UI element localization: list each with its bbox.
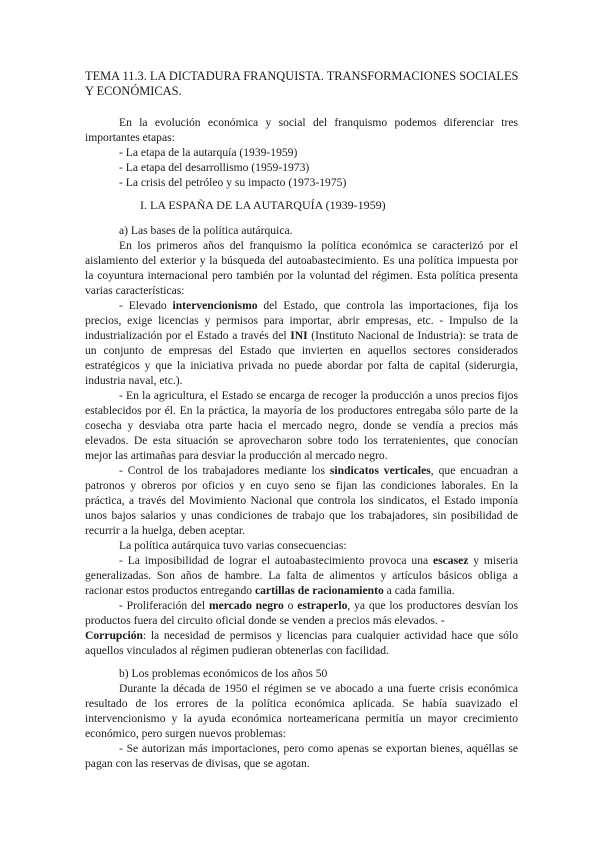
- stages-list: [85, 145, 518, 190]
- stage-item: - La etapa de la autarquía (1939-1959): [119, 146, 298, 159]
- paragraph-b1: Durante la década de 1950 el régimen se ve abocado a una fuerte crisis económica resultado de los errores de la política económica aplicada. Se había suavizado el intervencionismo y la ayuda económica norteamericana permitía un mayor crecimiento económico, pero surgen nuevos problemas:: [85, 682, 518, 740]
- stage-item: - La crisis del petróleo y su impacto (1973-1975): [119, 176, 347, 189]
- consequence-black-market: - Proliferación del mercado negro o estraperlo, ya que los productores desvían los productos fuera del circuito oficial donde se venden a precios más elevados. -: [85, 599, 518, 627]
- keyword-bold: estraperlo: [297, 599, 348, 612]
- keyword-bold: escasez: [432, 554, 469, 567]
- keyword-bold: Corrupción: [85, 629, 143, 642]
- subsection-a-heading: a) Las bases de la política autárquica.: [119, 224, 293, 237]
- keyword-bold: intervencionismo: [172, 299, 258, 312]
- keyword-bold: sindicatos verticales: [329, 464, 431, 477]
- consequence-corruption: Corrupción: la necesidad de permisos y licencias para cualquier actividad hace que sólo aquellos vinculados al régimen pudieran obtenerlas con facilidad.: [85, 629, 518, 657]
- consequences-intro: La política autárquica tuvo varias consecuencias:: [119, 539, 347, 552]
- keyword-bold: cartillas de racionamiento: [254, 584, 384, 597]
- document-body: [85, 115, 518, 771]
- characteristic-interventionism: - Elevado intervencionismo del Estado, que controla las importaciones, fija los precios, exige licencias y permisos para importar, abrir empresas, etc. - Impulso de la industrialización por el Estado a través del INI (Instituto Nacional de Industria): se trata de un conjunto de empresas del Estado que invierten en aquellos sectores considerados estratégicos y que la iniciativa privada no puede abordar por falta de capital (siderurgia, industria naval, etc.).: [85, 299, 518, 387]
- paragraph-a1: En los primeros años del franquismo la política económica se caracterizó por el aislamiento del exterior y la búsqueda del autoabastecimiento. Es una política impuesta por la coyuntura internacional pero también por la voluntad del régimen. Esta política presenta varias características:: [85, 239, 518, 297]
- paragraph-b-imports: - Se autorizan más importaciones, pero como apenas se exportan bienes, aquéllas se pagan con las reservas de divisas, que se agotan.: [85, 742, 518, 770]
- intro-paragraph: En la evolución económica y social del franquismo podemos diferenciar tres importantes etapas:: [85, 116, 518, 144]
- consequence-scarcity: - La imposibilidad de lograr el autoabastecimiento provoca una escasez y miseria generalizadas. Son años de hambre. La falta de alimentos y artículos básicos obliga a racionar estos productos entregando cartillas de racionamiento a cada familia.: [85, 554, 518, 597]
- characteristic-agriculture: - En la agricultura, el Estado se encarga de recoger la producción a unos precios fijos establecidos por él. En la práctica, la mayoría de los productores entregaba sólo parte de la cosecha y desviaba otra parte hacia el mercado negro, donde se vendía a precios más elevados. De esta situación se aprovecharon sobre todo los terratenientes, que conocían mejor las artimañas para desviar la producción al mercado negro.: [85, 389, 518, 462]
- document-title: TEMA 11.3. LA DICTADURA FRANQUISTA. TRANSFORMACIONES SOCIALES Y ECONÓMICAS.: [85, 69, 519, 98]
- stage-item: - La etapa del desarrollismo (1959-1973): [119, 161, 310, 174]
- keyword-bold: INI: [290, 329, 308, 342]
- subsection-b-heading: b) Los problemas económicos de los años 50: [119, 667, 328, 680]
- section-heading: I. LA ESPAÑA DE LA AUTARQUÍA (1939-1959): [140, 198, 386, 212]
- characteristic-unions: - Control de los trabajadores mediante los sindicatos verticales, que encuadran a patronos y obreros por oficios y en cuyo seno se fijan las condiciones laborales. En la práctica, a través del Movimiento Nacional que controla los sindicatos, el Estado imponía unos bajos salarios y unas condiciones de trabajo que los trabajadores, sin posibilidad de recurrir a la huelga, deben aceptar.: [85, 464, 518, 537]
- keyword-bold: mercado negro: [208, 599, 284, 612]
